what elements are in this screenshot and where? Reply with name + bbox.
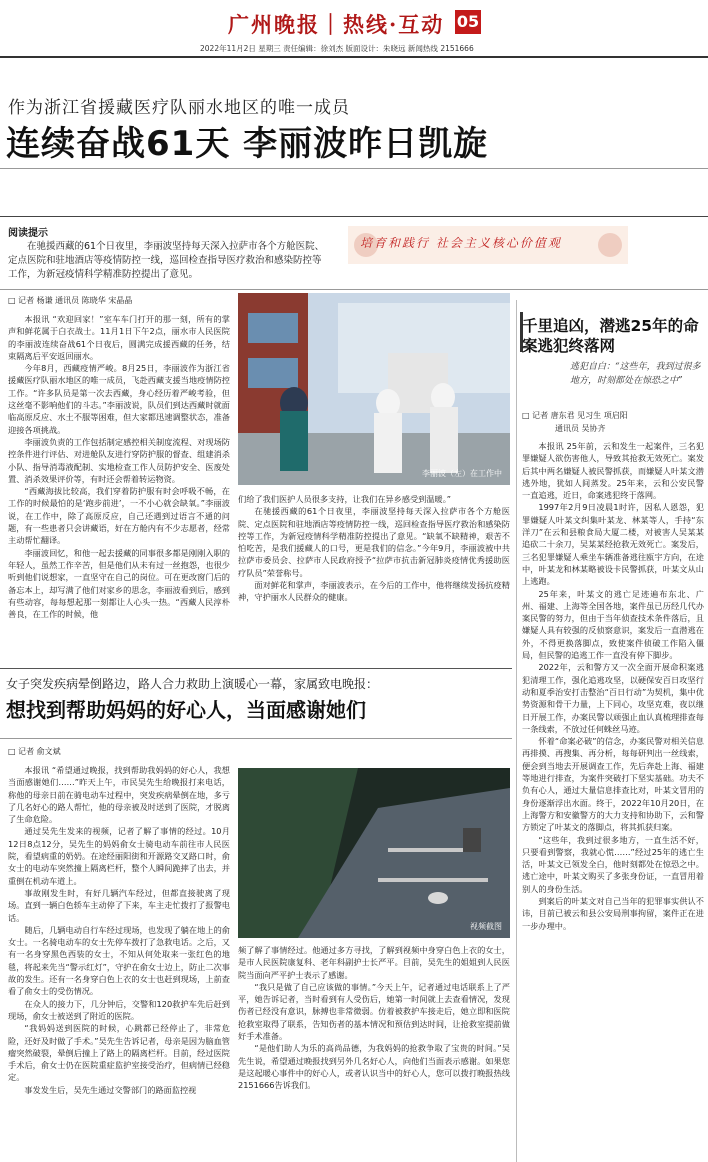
photo-video-screenshot <box>238 768 510 938</box>
paragraph: 随后，几辆电动自行车经过现场，也发现了躺在地上的俞女士。一名骑电动车的女士先停车拨打了急救电话。之后，又有一名身穿黑色西装的女士，不知从何处取来一张红色的地毯，将起来先当“警示红灯”，守护在俞女士边上，防止二次事故的发生。还有一名身穿白色上衣的女士也赶到现场，上前查看了俞女士的受伤情况。 <box>8 924 230 997</box>
paragraph: 通过吴先生发来的视频，记者了解了事情的经过。10月12日8点12分，吴先生的妈妈俞女士骑电动车前往市人民医院，看望病重的奶奶。在途经丽阳街和开源路交叉路口时，俞女士的电动车突然撞上隔离栏杆，整个人瞬间跪摔了出去，并重倒在机动车道上。 <box>8 826 230 886</box>
column-divider <box>516 300 517 1162</box>
sidebar-headline: 千里追凶，潜逃25年的命案逃犯终落网 <box>522 317 699 355</box>
sidebar-byline-2: 通讯员 吴协齐 <box>555 424 606 433</box>
paragraph: “西藏海拔比较高，我们穿着防护服有时会呼吸不畅，在工作的时候最怕的是‘跑步前进’，一不小心就会缺氧。”李丽波说，在工作中，除了高原反应，自己还遇到过语言不通的问题，有一些患者只会讲藏语，好在方舱内有不少志愿者，经常主动帮忙翻译。 <box>8 486 230 546</box>
sidebar-body <box>522 440 704 1160</box>
paragraph: 2022年，云和警方又一次全面开展命积案逃犯清理工作，强化追逃攻坚，以硬保安百日攻坚行动和夏季治安打击整治“百日行动”为契机，集中优势资源和骨干力量，上下同心，攻坚克难，夜以继日开展工作，办案民警以顽强止血认真梳理排查每一条线索，不放过任何蛛丝马迹。 <box>522 662 704 734</box>
sidebar-byline: □ 记者 唐东君 见习生 项启阳 <box>522 411 628 420</box>
paragraph: 们给了我们医护人员很多支持，让我们在异乡感受到温暖。” <box>238 494 452 504</box>
paragraph: 频了解了事情经过。他通过多方寻找，了解到视频中身穿白色上衣的女士，是市人民医院康复科、老年科副护士长严平。目前，吴先生的姐姐到人民医院当面向严平护士表示了感谢。 <box>238 945 510 980</box>
paragraph: 在众人的接力下，几分钟后，交警和120救护车先后赶到现场，俞女士被送到了附近的医院。 <box>8 998 230 1021</box>
paragraph: 本报讯 “希望通过晚报，找到帮助我妈妈的好心人，我想当面感谢她们……”昨天上午，市民吴先生给晚报打来电话，称他的母亲日前在骑电动车过程中，突发疾病晕倒在地，多亏了几名好心的路人帮忙，他的母亲被及时送到了医院，才脱离了生命危险。 <box>8 765 230 825</box>
paragraph: 25年来，叶某文的逃亡足迹遍布东北、广州、福建、上海等全国各地，案件虽已历经几代办案民警的努力，但由于当年侦查技术条件落后，且嫌疑人具有较强的反侦察意识，案发后一直潜逃在外，不得更换落脚点，致使案件侦破工作陷入僵局，但民警的追逃工作一直没有停下脚步。 <box>522 588 704 661</box>
paragraph: 在驰援西藏的61个日夜里，李丽波坚持每天深入拉萨市各个方舱医院、定点医院和驻地酒店等疫情防控一线，巡回检查指导医疗救治和感染防控等工作，为新冠疫情科学精准防控提出了意见。“缺氧不缺精神，艰苦不怕吃苦，是我们援藏人的口号，更是我们的信念。”今年9月，李丽波被中共拉萨市委员会、拉萨市人民政府授予“拉萨市抗击新冠肺炎疫情优秀援助医疗队员”荣誉称号。 <box>238 506 510 578</box>
paragraph: 本报讯 “欢迎回家！”室车车门打开的那一刻，所有的掌声和鲜花属于白衣战士。11月1日下午2点，丽水市人民医院的李丽波连续奋战61个日夜后，圆满完成援西藏的任务，结束隔离后平安返回丽水。 <box>8 314 230 361</box>
paragraph: “这些年，我到过很多地方，一直生活不好，只要看到警察，我就心慌……”经过25年的逃亡生活，叶某文已领发全白，他时刻都处在惊恐之中。逃亡途中，叶某文购买了多张身份证，一直冒用着别人的身份生活。 <box>522 834 704 894</box>
core-values-badge-text: 培育和践行 社会主义核心价值观 <box>360 236 562 250</box>
story2-kicker: 女子突发疾病晕倒路边，路人合力救助上演暖心一幕，家属致电晚报： <box>6 677 379 691</box>
paragraph: “我只是做了自己应该做的事情。”今天上午，记者通过电话联系上了严平，她告诉记者，当时看到有人受伤后，她第一时间就上去查看情况，发现伤者已经没有意识，脉搏也非常微弱。仿着被救护车接走后，她立即和医院抢救室取得了联系，告知伤者的基本情况和预估到达时间，让抢救室提前做好手术准备。 <box>238 981 510 1042</box>
paragraph: 李丽波回忆，和他一起去援藏的同事很多都是刚刚入职的年轻人，虽然工作辛苦，但是他们从未有过一丝抱怨，也很少听到他们说想家，一直坚守在自己的岗位。可在更改窗门后的备忘本上，却写满了他们对家乡的思念，李丽波看到后，感到有些动容，每每想起那一刻都让人心头一热。“西藏人民淳朴善良，在工作的时候，他 <box>8 547 230 620</box>
paragraph: 本报讯 25年前，云和发生一起案件，三名犯罪嫌疑人欲伤害他人，导致其抢救无效死亡。案发后其中两名嫌疑人被民警抓获，而嫌疑人叶某文潜逃外地，犹如人间蒸发。25年来，云和公安民警一直追逃，近日，命案逃犯终于落网。 <box>522 441 704 501</box>
masthead-rule <box>0 56 708 58</box>
story1-column-2 <box>238 493 510 665</box>
divider <box>0 668 512 669</box>
page-number: 05 <box>455 10 481 34</box>
paragraph: “是他们助人为乐的高尚品德，为我妈妈的抢救争取了宝贵的时间。”吴先生说，希望通过晚报找到另外几名好心人，向他们当面表示感谢。如果您是这起暖心事件中的好心人，或者认识当中的好心人，您可以拨打晚报热线2151666告诉我们。 <box>238 1043 510 1091</box>
reading-tip-label: 阅读提示 <box>8 228 48 239</box>
story1-summary: 在驰援西藏的61个日夜里，李丽波坚持每天深入拉萨市各个方舱医院、定点医院和驻地酒店等疫情防控一线，巡回检查指导医疗救治和感染防控等工作，为新冠疫情科学精准防控提出了意见。 <box>8 241 325 280</box>
newspaper-masthead: 广州晚报｜热线·互动 <box>228 12 445 37</box>
paragraph: 面对鲜花和掌声，李丽波表示，在今后的工作中，他将继续发扬抗疫精神，守护丽水人民群众的健康。 <box>238 580 510 603</box>
story1-byline: □ 记者 杨谦 通讯员 陈晓华 宋晶晶 <box>8 296 133 305</box>
divider <box>0 216 708 217</box>
story2-column-1 <box>8 764 230 1160</box>
paragraph: 1997年2月9日凌晨1时许，因私人恩怨，犯罪嫌疑人叶某文纠集叶某龙、林某等人，手持“东洋刀”在云和县粮食局大厦二楼，对被害人吴某某追砍二十余刀，吴某某经抢救无效死亡。案发后，三名犯罪嫌疑人乘坐车辆准备逃往瓯宇方向，在途中，叶某龙和林某略被设卡民警抓获，叶某文从山上逃跑。 <box>522 502 704 587</box>
divider <box>0 289 708 290</box>
dateline: 2022年11月2日 星期三 责任编辑：徐刘杰 版面设计：朱晓远 新闻热线 2151666 <box>200 44 474 53</box>
divider <box>0 738 512 739</box>
sidebar-quote: 逃犯自白：“这些年，我到过很多地方，时刻都处在惊恐之中” <box>570 362 701 386</box>
paragraph: 事发发生后，吴先生通过交警部门的路面监控视 <box>24 1084 197 1095</box>
photo-illustration <box>238 768 510 938</box>
divider <box>0 168 708 169</box>
story2-byline: □ 记者 俞文斌 <box>8 747 61 756</box>
paragraph: 怀着“命案必破”的信念，办案民警对相关信息再排摸、再搜集、再分析，每每研判出一丝线索，便会到当地去开展调查工作，先后奔赴上海、福建等地进行排查，为案件突破打下坚实基础。功夫不负有心人，通过大量信息排查比对，叶某文冒用的身份逐渐浮出水面。终于，2022年10月20日，在上海警方和安徽警方的大力支持和协助下，云和警方锁定了叶某文的落脚点，将其抓获归案。 <box>522 736 704 833</box>
story2-column-2 <box>238 944 510 1160</box>
photo-caption: 视频截图 <box>470 922 502 931</box>
paragraph: 今年8月，西藏疫情严峻。8月25日，李丽波作为浙江省援藏医疗队丽水地区的唯一成员，飞赴西藏支援当地疫情防控工作。“许多队员是第一次去西藏，身心经历着严峻考验，但这丝毫不影响他们的斗志。”李丽波说，队员们到达西藏时就面临高原反应、水土不服等困难，但大家都迅速调整状态，准备迎接各项挑战。 <box>8 363 230 435</box>
story1-column-1 <box>8 313 230 665</box>
story2-headline: 想找到帮助妈妈的好心人，当面感谢她们 <box>6 698 366 722</box>
paragraph: 到案后的叶某文对自己当年的犯罪事实供认不讳，目前已被云和县公安局刑事拘留，案件正在进一步办理中。 <box>522 895 704 931</box>
paragraph: “我妈妈送到医院的时候，心跳都已经停止了，非常危险，还好及时做了手术。”吴先生告诉记者，母亲是因为脑血管瘤突然破裂，晕倒后撞上了路上的隔离栏杆。目前，经过医院手术后，俞女士仍在医院重症监护室接受治疗，但病情已经稳定。 <box>8 1023 230 1083</box>
photo-caption: 李丽波（左）在工作中 <box>422 469 502 478</box>
photo-illustration <box>238 293 510 485</box>
story1-kicker: 作为浙江省援藏医疗队丽水地区的唯一成员 <box>8 98 350 118</box>
photo-medical-worker <box>238 293 510 485</box>
story1-headline: 连续奋战61天 李丽波昨日凯旋 <box>6 124 489 164</box>
paragraph: 事故刚发生时，有好几辆汽车经过，但都直接驶离了现场。直到一辆白色轿车主动停了下来，车主走忙拨打了报警电话。 <box>8 887 230 923</box>
paragraph: 李丽波负责的工作包括制定感控相关制度流程、对现场防控条件进行评估、对进舱队友进行穿防护服的督查、组建消杀小队、指导消毒液配制、实地检查工作人员防护安全、医废处置、消杀效果评价等，有时还会帮着转运物资。 <box>8 436 230 484</box>
